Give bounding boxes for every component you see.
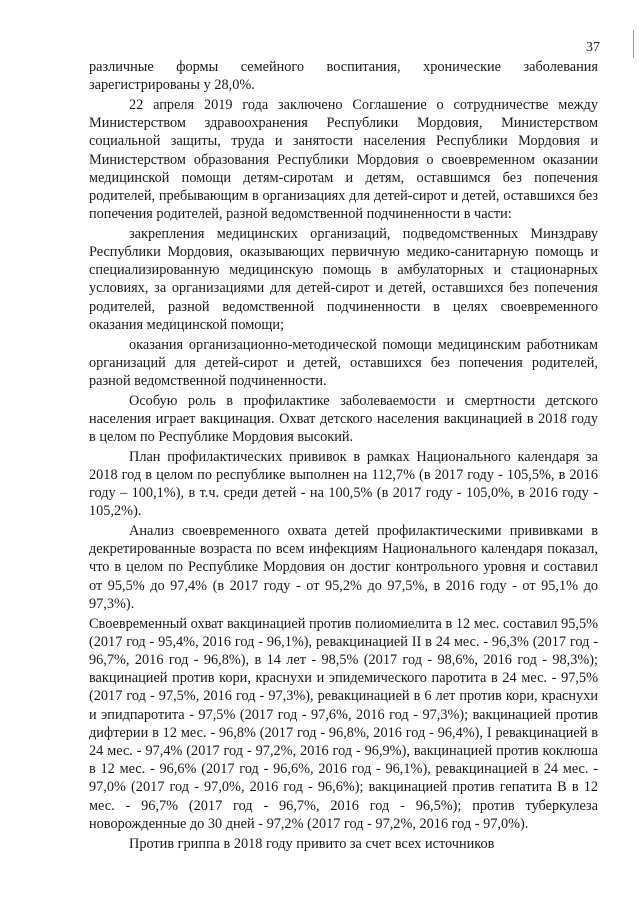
paragraph-influenza: Против гриппа в 2018 году привито за счет всех источников bbox=[129, 835, 495, 852]
page-number: 37 bbox=[586, 40, 600, 55]
paragraph-assignment: закрепления медицинских организаций, подведомственных Минздраву Республики Мордовия, оказывающих первичную медико-санитарную помощь и специализированную медицинскую помощь в амбулаторных и стационарных условиях, за организациями для детей-сирот и детей, оставшихся без попечения родителей, разной ведомственной подчиненности в целях своевременного оказания медицинской помощи; bbox=[89, 225, 598, 333]
body-text bbox=[89, 58, 598, 854]
paragraph-continuation: различные формы семейного воспитания, хронические заболевания зарегистрированы у 28,0%. bbox=[89, 59, 598, 94]
paragraph-methodical-help: оказания организационно-методической помощи медицинским работникам организаций для детей-сирот и детей, оставшихся без попечения родителей, разной ведомственной подчиненности. bbox=[89, 336, 598, 389]
paragraph-vaccination-plan: План профилактических прививок в рамках Национального календаря за 2018 год в целом по республике выполнен на 112,7% (в 2017 году - 105,5%, в 2016 году – 100,1%), в т.ч. среди детей - на 100,5% (в 2017 году - 105,0%, в 2016 году - 105,2%). bbox=[89, 448, 598, 520]
paragraph-agreement: 22 апреля 2019 года заключено Соглашение о сотрудничестве между Министерством здравоохранения Республики Мордовия, Министерством социальной защиты, труда и занятости населения Республики Мордовия и Министерством образования Республики Мордовия о своевременном оказании медицинской помощи детям-сиротам и детям, оставшимся без попечения родителей, пребывающим в организациях для детей-сирот и детей, оставшихся без попечения родителей, разной ведомственной подчиненности в части: bbox=[89, 96, 598, 223]
paragraph-coverage-details: Своевременный охват вакцинацией против полиомиелита в 12 мес. составил 95,5% (2017 год - 95,4%, 2016 год - 96,1%), ревакцинацией II в 24 мес. - 96,3% (2017 год - 96,7%, 2016 год - 96,8%), в 14 лет - 98,5% (2017 год - 98,6%, 2016 год - 98,3%); вакцинацией против кори, краснухи и эпидемического паротита в 24 мес. - 97,5% (2017 год - 97,5%, 2016 год - 97,3%), ревакцинацией в 6 лет против кори, краснухи и эпидпаротита - 97,5% (2017 год - 97,6%, 2016 год - 97,3%); вакцинацией против дифтерии в 12 мес. - 96,8% (2017 год - 96,8%, 2016 год - 96,4%), I ревакцинацией в 24 мес. - 97,4% (2017 год - 97,2%, 2016 год - 96,9%), вакцинацией против коклюша в 12 мес. - 96,6% (2017 год - 96,6%, 2016 год - 96,1%), ревакцинацией в 24 мес. - 97,0% (2017 год - 97,0%, 2016 год - 96,6%); вакцинацией против гепатита В в 12 мес. - 96,7% (2017 год - 96,7%, 2016 год - 96,5%); против туберкулеза новорожденные до 30 дней - 97,2% (2017 год - 97,2%, 2016 год - 97,0%). bbox=[89, 615, 598, 832]
scan-edge-mark bbox=[633, 30, 634, 58]
paragraph-vaccination-role: Особую роль в профилактике заболеваемости и смертности детского населения играет вакцинация. Охват детского населения вакцинацией в 2018 году в целом по Республике Мордовия высокий. bbox=[89, 392, 598, 446]
paragraph-coverage-analysis: Анализ своевременного охвата детей профилактическими прививками в декретированные возраста по всем инфекциям Национального календаря показал, что в целом по Республике Мордовия он достиг контрольного уровня и составил от 95,5% до 97,4% (в 2017 году - от 95,2% до 97,5%, в 2016 году - от 95,1% до 97,3%). bbox=[89, 523, 598, 612]
